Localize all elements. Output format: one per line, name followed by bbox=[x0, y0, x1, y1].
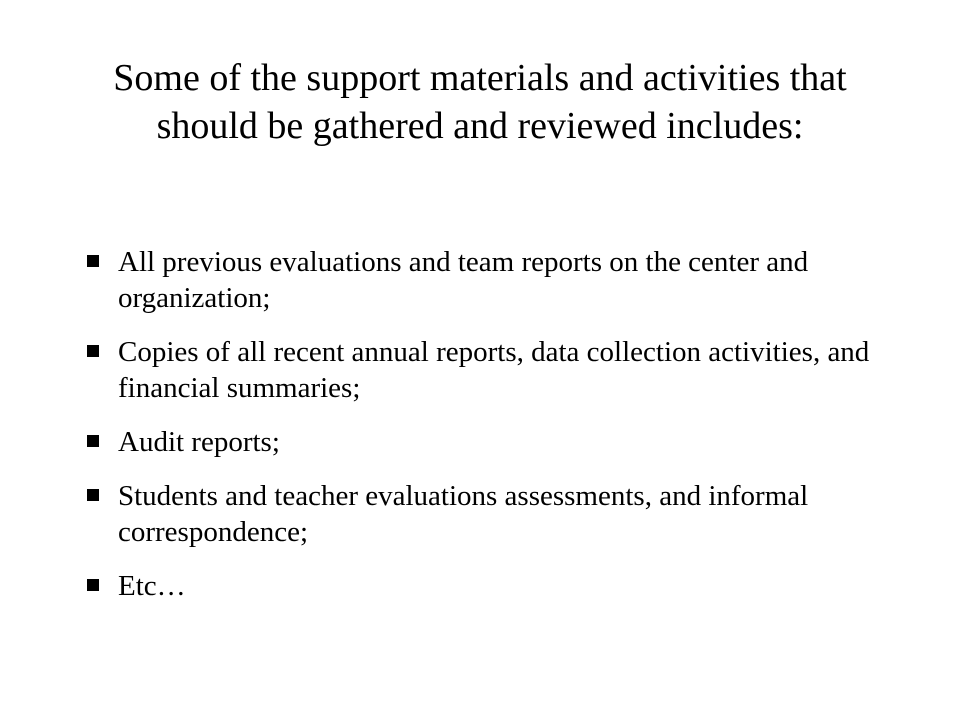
bullet-text: Audit reports; bbox=[118, 426, 280, 458]
list-item bbox=[84, 334, 874, 406]
bullet-list bbox=[84, 244, 874, 622]
list-item bbox=[84, 478, 874, 550]
bullet-text: Etc… bbox=[118, 570, 186, 602]
slide-title: Some of the support materials and activities that should be gathered and reviewed includes: bbox=[113, 57, 847, 147]
square-bullet-icon bbox=[87, 579, 99, 591]
list-item bbox=[84, 424, 874, 460]
square-bullet-icon bbox=[87, 435, 99, 447]
square-bullet-icon bbox=[87, 345, 99, 357]
list-item bbox=[84, 244, 874, 316]
bullet-text: All previous evaluations and team reports on the center and organization; bbox=[118, 246, 809, 314]
bullet-text: Students and teacher evaluations assessments, and informal correspondence; bbox=[118, 480, 809, 548]
square-bullet-icon bbox=[87, 255, 99, 267]
list-item bbox=[84, 568, 874, 604]
bullet-text: Copies of all recent annual reports, data collection activities, and financial summaries; bbox=[118, 336, 870, 404]
square-bullet-icon bbox=[87, 489, 99, 501]
